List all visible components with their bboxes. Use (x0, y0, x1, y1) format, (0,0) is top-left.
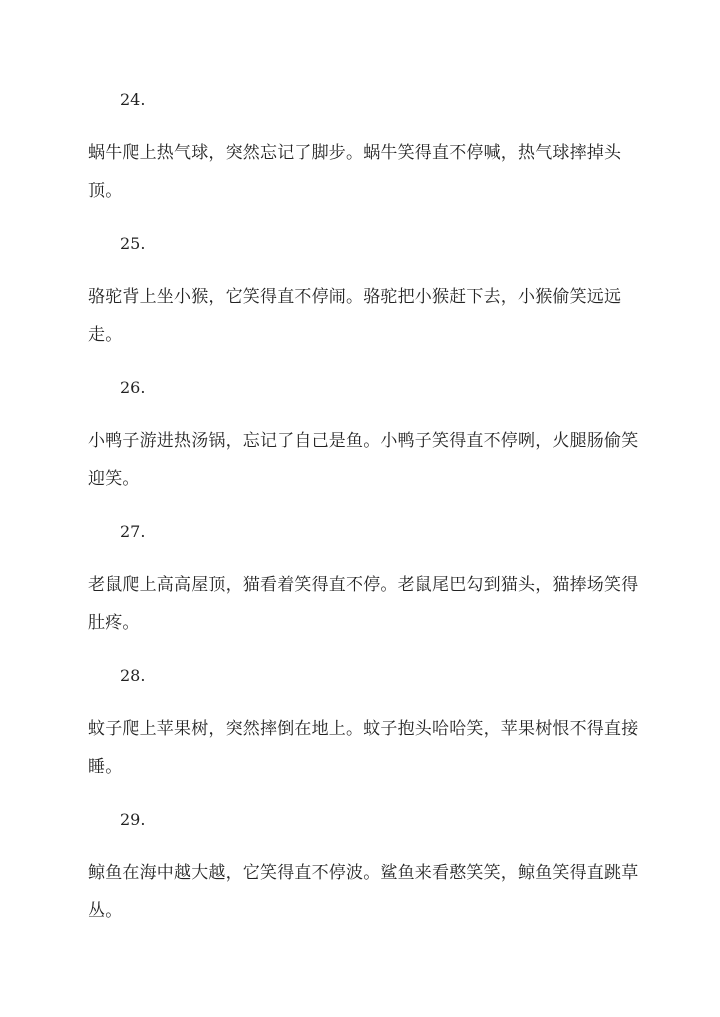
entry-text: 小鸭子游进热汤锅，忘记了自己是鱼。小鸭子笑得直不停咧，火腿肠偷笑迎笑。 (88, 431, 639, 489)
entry-number: 27. (120, 522, 146, 541)
entry-29 (88, 810, 648, 930)
entry-text: 骆驼背上坐小猴，它笑得直不停闹。骆驼把小猴赶下去，小猴偷笑远远走。 (88, 287, 622, 345)
entry-28 (88, 666, 648, 786)
entry-number: 28. (120, 666, 146, 685)
entry-25 (88, 234, 648, 354)
entry-number: 25. (120, 234, 146, 253)
entry-24 (88, 90, 648, 210)
entry-number: 26. (120, 378, 146, 397)
entry-number: 29. (120, 810, 146, 829)
entry-26 (88, 378, 648, 498)
entry-text: 蜗牛爬上热气球，突然忘记了脚步。蜗牛笑得直不停喊，热气球摔掉头顶。 (88, 143, 622, 201)
entry-text: 蚊子爬上苹果树，突然摔倒在地上。蚊子抱头哈哈笑，苹果树恨不得直接睡。 (88, 719, 639, 777)
entry-number: 24. (120, 90, 146, 109)
entry-text: 老鼠爬上高高屋顶，猫看着笑得直不停。老鼠尾巴勾到猫头，猫捧场笑得肚疼。 (88, 575, 639, 633)
entry-27 (88, 522, 648, 642)
entry-text: 鲸鱼在海中越大越，它笑得直不停波。鲨鱼来看憨笑笑，鲸鱼笑得直跳草丛。 (88, 863, 639, 921)
